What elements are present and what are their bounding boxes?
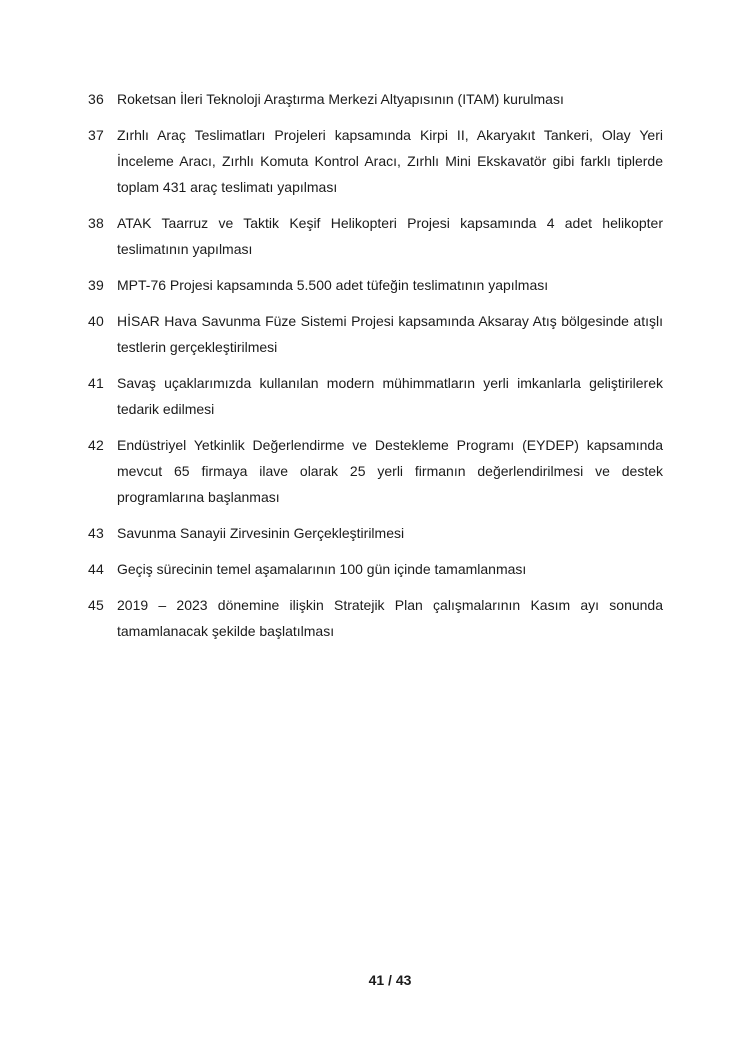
item-text: ATAK Taarruz ve Taktik Keşif Helikopteri Projesi kapsamında 4 adet helikopter teslimatının yapılması (117, 215, 663, 257)
item-number: 39 (88, 277, 104, 293)
item-text: Savaş uçaklarımızda kullanılan modern mühimmatların yerli imkanlarla geliştirilerek tedarik edilmesi (117, 375, 663, 417)
item-number: 37 (88, 127, 104, 143)
list-item (88, 122, 663, 200)
item-number: 41 (88, 375, 104, 391)
item-text: Geçiş sürecinin temel aşamalarının 100 gün içinde tamamlanması (117, 561, 527, 577)
numbered-list (88, 86, 663, 644)
list-item (88, 556, 663, 582)
item-text: HİSAR Hava Savunma Füze Sistemi Projesi kapsamında Aksaray Atış bölgesinde atışlı testlerin gerçekleştirilmesi (117, 313, 663, 355)
item-number: 42 (88, 437, 104, 453)
list-item (88, 308, 663, 360)
list-item (88, 370, 663, 422)
item-text: Endüstriyel Yetkinlik Değerlendirme ve Destekleme Programı (EYDEP) kapsamında mevcut 65 firmaya ilave olarak 25 yerli firmanın değerlendirilmesi ve destek programlarına başlanması (117, 437, 663, 505)
item-number: 40 (88, 313, 104, 329)
item-text: 2019 – 2023 dönemine ilişkin Stratejik Plan çalışmalarının Kasım ayı sonunda tamamlanacak şekilde başlatılması (117, 597, 663, 639)
item-text: Savunma Sanayii Zirvesinin Gerçekleştirilmesi (117, 525, 405, 541)
item-number: 38 (88, 215, 104, 231)
item-text: MPT-76 Projesi kapsamında 5.500 adet tüfeğin teslimatının yapılması (117, 277, 549, 293)
item-text: Zırhlı Araç Teslimatları Projeleri kapsamında Kirpi II, Akaryakıt Tankeri, Olay Yeri İnceleme Aracı, Zırhlı Komuta Kontrol Aracı, Zırhlı Mini Ekskavatör gibi farklı tiplerde toplam 431 araç teslimatı yapılması (117, 127, 663, 195)
page-number: 41 / 43 (368, 972, 412, 988)
list-item (88, 210, 663, 262)
item-number: 45 (88, 597, 104, 613)
item-text: Roketsan İleri Teknoloji Araştırma Merkezi Altyapısının (ITAM) kurulması (117, 91, 564, 107)
list-item (88, 432, 663, 510)
list-item (88, 86, 663, 112)
list-item (88, 592, 663, 644)
list-item (88, 272, 663, 298)
list-item (88, 520, 663, 546)
item-number: 44 (88, 561, 104, 577)
item-number: 36 (88, 91, 104, 107)
item-number: 43 (88, 525, 104, 541)
